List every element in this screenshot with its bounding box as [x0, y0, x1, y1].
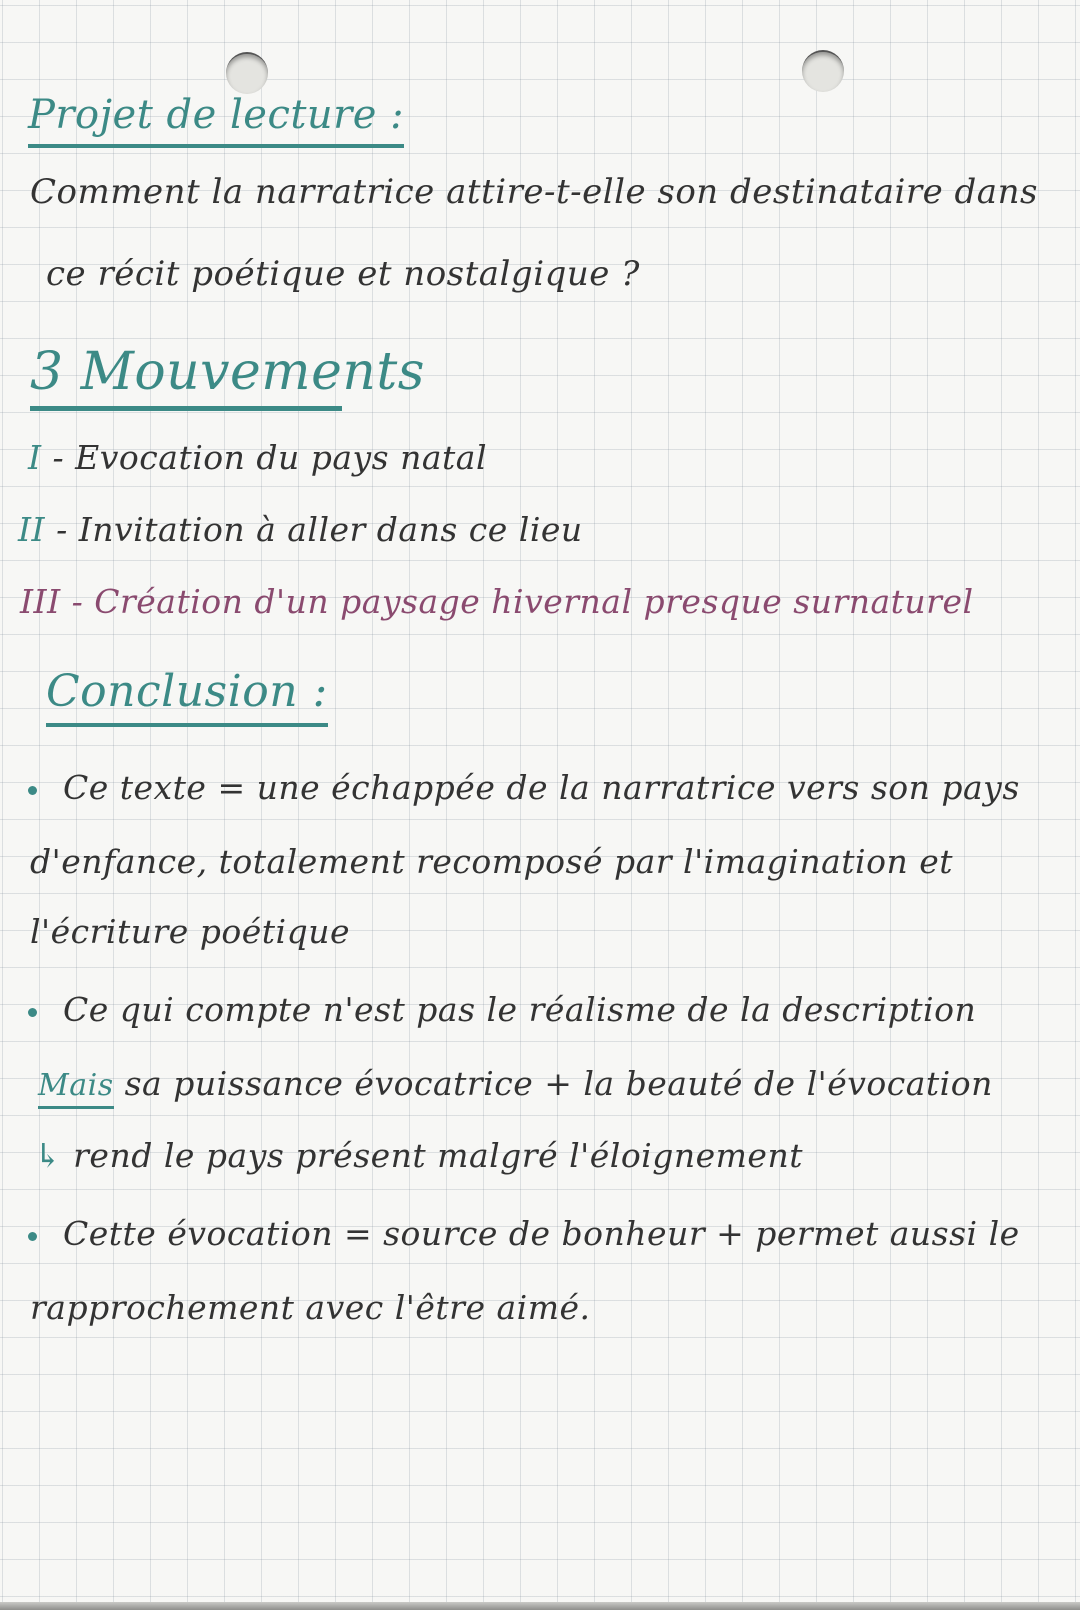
conclusion-3-line-2: rapprochement avec l'être aimé. [30, 1288, 591, 1327]
arrow-icon: ↳ [34, 1136, 63, 1175]
movement-2 [18, 510, 583, 549]
bullet-icon [28, 1008, 37, 1017]
movement-2-numeral: II [18, 510, 46, 549]
conclusion-2-line-2 [38, 1064, 993, 1103]
movement-1-text: - Evocation du pays natal [52, 438, 488, 477]
movement-1 [28, 438, 487, 477]
conclusion-2-line-3 [34, 1136, 803, 1175]
heading-mouvements: 3 Mouvements [30, 342, 342, 411]
page-bottom-edge [0, 1602, 1080, 1610]
movement-3-numeral: III [20, 582, 61, 621]
conclusion-bullet-2 [28, 990, 976, 1029]
conclusion-1-line-2: d'enfance, totalement recomposé par l'imagination et [30, 842, 954, 881]
mais-word: Mais [38, 1068, 114, 1109]
movement-1-numeral: I [28, 438, 42, 477]
binder-hole-left [226, 52, 268, 94]
conclusion-bullet-1 [28, 768, 1020, 807]
movement-2-text: - Invitation à aller dans ce lieu [56, 510, 583, 549]
heading-projet: Projet de lecture : [28, 92, 404, 148]
conclusion-1-line-3: l'écriture poétique [30, 912, 351, 951]
conclusion-2-line-1: Ce qui compte n'est pas le réalisme de la description [63, 990, 977, 1029]
conclusion-bullet-3 [28, 1214, 1020, 1253]
bullet-icon [28, 1232, 37, 1241]
conclusion-2-line-3-text: rend le pays présent malgré l'éloignement [73, 1136, 803, 1175]
movement-3 [20, 582, 974, 621]
conclusion-2-line-2-text: sa puissance évocatrice + la beauté de l'évocation [124, 1064, 993, 1103]
conclusion-3-line-1: Cette évocation = source de bonheur + permet aussi le [63, 1214, 1020, 1253]
heading-conclusion: Conclusion : [46, 666, 328, 727]
question-line-2: ce récit poétique et nostalgique ? [46, 254, 640, 294]
conclusion-1-line-1: Ce texte = une échappée de la narratrice vers son pays [63, 768, 1020, 807]
bullet-icon [28, 786, 37, 795]
question-line-1: Comment la narratrice attire-t-elle son destinataire dans [30, 172, 1038, 212]
binder-hole-right [802, 50, 844, 92]
movement-3-text: - Création d'un paysage hivernal presque surnaturel [71, 582, 974, 621]
